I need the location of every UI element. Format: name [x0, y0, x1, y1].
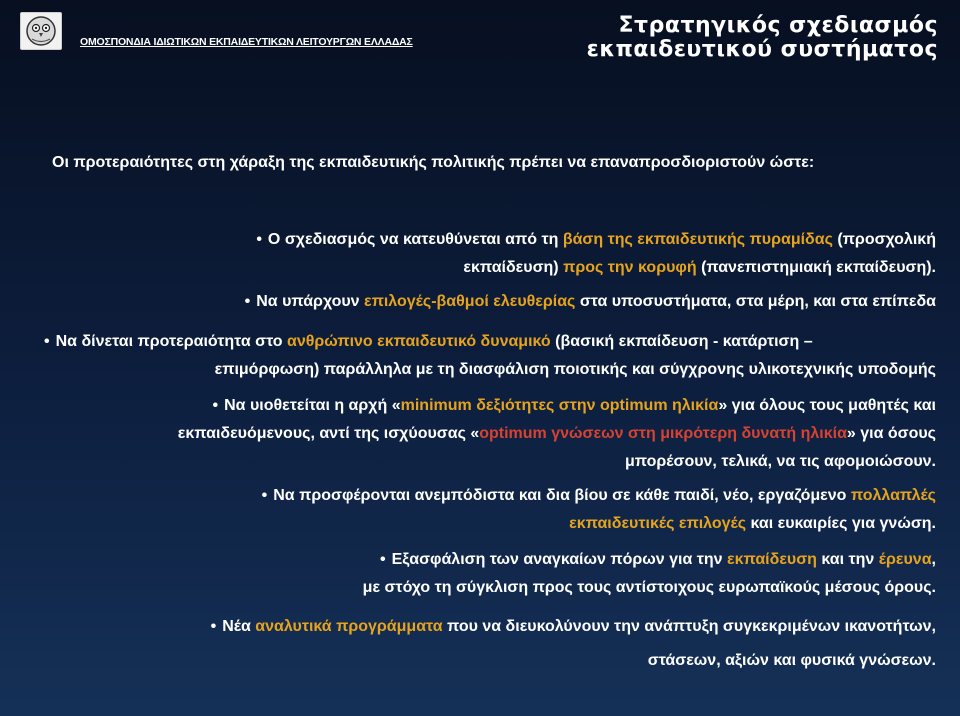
priority-point-7-line-1: • Νέα αναλυτικά προγράμματα που να διευκολύνουν την ανάπτυξη συγκεκριμένων ικανοτήτων,: [210, 618, 936, 635]
highlight: προς την κορυφή: [563, 259, 697, 276]
page-title-line-2: εκπαιδευτικού συστήματος: [586, 37, 938, 62]
highlight: αναλυτικά προγράμματα: [255, 618, 443, 635]
priority-point-5: [76, 482, 936, 538]
highlight: πολλαπλές: [850, 487, 936, 504]
priority-point-6-line-2: με στόχο τη σύγκλιση προς τους αντίστοιχους ευρωπαϊκούς μέσους όρους.: [362, 579, 936, 596]
priority-point-2: [76, 288, 936, 316]
owl-logo: [20, 12, 62, 50]
priority-point-1-line-2: εκπαίδευση) προς την κορυφή (πανεπιστημιακή εκπαίδευση).: [463, 259, 936, 276]
page-title: [587, 14, 938, 62]
bullet: •: [210, 618, 217, 635]
priority-point-3: [44, 328, 936, 384]
priority-point-5-line-2: εκπαιδευτικές επιλογές και ευκαιρίες για γνώση.: [569, 515, 936, 532]
priority-point-3-line-2: επιμόρφωση) παράλληλα με τη διασφάλιση ποιοτικής και σύγχρονης υλικοτεχνικής υποδομής: [214, 361, 936, 378]
priority-point-7-line-2: στάσεων, αξιών και φυσικά γνώσεων.: [647, 652, 936, 669]
highlight: εκπαίδευση: [727, 551, 817, 568]
bullet: •: [256, 231, 262, 248]
priority-point-6-line-1: • Εξασφάλιση των αναγκαίων πόρων για την εκπαίδευση και την έρευνα,: [380, 551, 936, 568]
highlight: επιλογές-βαθμοί ελευθερίας: [364, 293, 576, 310]
priority-point-7: [44, 610, 936, 678]
bullet: •: [380, 551, 386, 568]
priority-point-5-line-1: • Να προσφέρονται ανεμπόδιστα και δια βίου σε κάθε παιδί, νέο, εργαζόμενο πολλαπλές: [261, 487, 936, 504]
priority-point-4-line-3: μπορέσουν, τελικά, να τις αφομοιώσουν.: [625, 453, 936, 470]
priority-point-4-line-2: εκπαιδευόμενους, αντί της ισχύουσας «optimum γνώσεων στη μικρότερη δυνατή ηλικία» για όσους: [177, 425, 936, 442]
bullet: •: [244, 293, 251, 310]
priority-point-1-line-1: • Ο σχεδιασμός να κατευθύνεται από τη βάση της εκπαιδευτικής πυραμίδας (προσχολική: [256, 231, 936, 248]
organization-name: ΟΜΟΣΠΟΝΔΙΑ ΙΔΙΩΤΙΚΩΝ ΕΚΠΑΙΔΕΥΤΙΚΩΝ ΛΕΙΤΟΥΡΓΩΝ ΕΛΛΑΔΑΣ: [80, 36, 413, 48]
highlight: optimum γνώσεων στη μικρότερη δυνατή ηλικία: [479, 425, 847, 442]
page-title-line-1: Στρατηγικός σχεδιασμός: [618, 13, 938, 38]
highlight: έρευνα: [878, 551, 932, 568]
bullet: •: [212, 397, 219, 414]
priority-point-2-line-1: • Να υπάρχουν επιλογές-βαθμοί ελευθερίας στα υποσυστήματα, στα μέρη, και στα επίπεδα: [244, 293, 936, 310]
highlight: εκπαιδευτικές επιλογές: [569, 515, 747, 532]
highlight: minimum δεξιότητες στην optimum ηλικία: [400, 397, 719, 414]
priority-point-6: [76, 546, 936, 602]
priority-point-4-line-1: • Να υιοθετείται η αρχή «minimum δεξιότητες στην optimum ηλικία» για όλους τους μαθητές και: [212, 397, 936, 414]
priority-point-3-line-1: • Να δίνεται προτεραιότητα στο ανθρώπινο εκπαιδευτικό δυναμικό (βασική εκπαίδευση - κατάρτιση –: [44, 333, 813, 350]
intro-heading: Οι προτεραιότητες στη χάραξη της εκπαιδευτικής πολιτικής πρέπει να επαναπροσδιοριστούν ώστε:: [52, 154, 815, 171]
bullet: •: [44, 333, 50, 350]
highlight: βάση της εκπαιδευτικής πυραμίδας: [562, 231, 833, 248]
priority-point-1: [76, 226, 936, 282]
priority-point-4: [44, 392, 936, 476]
bullet: •: [261, 487, 268, 504]
highlight: ανθρώπινο εκπαιδευτικό δυναμικό: [286, 333, 551, 350]
